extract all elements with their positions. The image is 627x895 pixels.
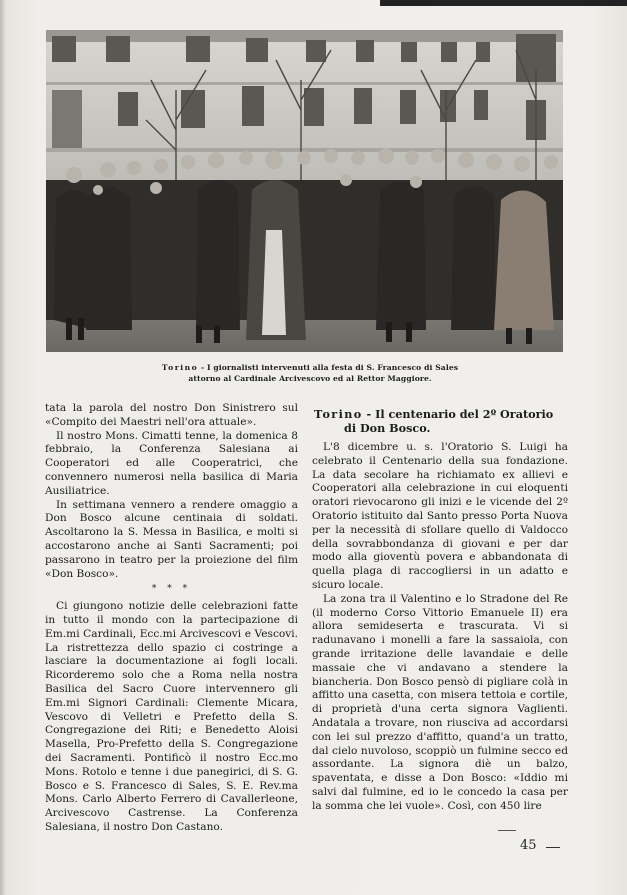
right-paragraph: La zona tra il Valentino e lo Stradone del Re (il moderno Corso Vittorio Emanuele II) era allora semideserta e trascurata. Vi si radunavano i monelli a fare la sassaiola, con grande irritazione delle lavandaie e delle massaie che vi andavano a stendere la biancheria. Don Bosco pensò di pigliare colà in affitto una casetta, con misera tettoia e cortile, di proprietà d'una certa signora Vaglienti. Andatala a trovare, non riusciva ad accordarsi con lei sul prezzo d'affitto, quand'a un tratto, dal cielo nuvoloso, scoppiò un fulmine secco ed assordante. La signora diè un balzo, spaventata, e disse a Don Bosco: «Iddio mi salvi dal fulmine, ed io le concedo la casa per la somma che lei vuole». Così, con 450 lire <box>312 592 568 812</box>
section-separator: * * * <box>151 584 192 595</box>
heading-title: - Il centenario del 2º Oratorio <box>362 407 554 421</box>
heading-place: Torino <box>314 407 363 421</box>
scan-edge-shadow <box>380 0 627 6</box>
page-number-dash <box>546 847 560 848</box>
left-paragraph: Ci giungono notizie delle celebrazioni fatte in tutto il mondo con la partecipazione di Em.mi Cardinali, Ecc.mi Arcivescovi e Vescovi. La ristrettezza dello spazio ci costringe a lasciare la documentazione ai fogli locali. Ricorderemo solo che a Roma nella nostra Basilica del Sacro Cuore intervennero gli Em.mi Signori Cardinali: Clemente Micara, Vescovo di Velletri e Prefetto della S. Congregazione dei Riti; e Benedetto Aloisi Masella, Pro-Prefetto della S. Congregazione dei Sacramenti. Pontificò il nostro Ecc.mo Mons. Rotolo e tenne i due panegirici, di S. G. Bosco e S. Francesco di Sales, S. E. Rev.ma Mons. Carlo Alberto Ferrero di Cavallerleone, Arcivescovo Castrense. La Conferenza Salesiana, il nostro Don Castano. <box>45 600 298 833</box>
caption-place: Torino <box>161 363 199 372</box>
left-paragraph: In settimana vennero a rendere omaggio a Don Bosco alcune centinaia di soldati. Ascoltarono la S. Messa in Basilica, e molti si accostarono anche ai Santi Sacramenti; poi passarono in teatro per la proiezione del film «Don Bosco». <box>45 498 298 580</box>
photo-caption <box>60 362 560 384</box>
caption-text-1: - I giornalisti intervenuti alla festa di S. Francesco di Sales <box>198 363 459 372</box>
print-mark <box>498 830 516 831</box>
left-paragraph: tata la parola del nostro Don Sinistrero sul «Compito dei Maestri nell'ora attuale». <box>45 402 298 428</box>
caption-line-1 <box>60 362 560 373</box>
heading-subtitle: di Don Bosco. <box>344 421 431 435</box>
article-heading <box>312 407 568 435</box>
left-column <box>45 402 298 835</box>
left-paragraph: Il nostro Mons. Cimatti tenne, la domenica 8 febbraio, la Conferenza Salesiana ai Cooperatori ed alle Cooperatrici, che convennero numerosi nella basilica di Maria Ausiliatrice. <box>45 429 298 497</box>
right-paragraph: L'8 dicembre u. s. l'Oratorio S. Luigi ha celebrato il Centenario della sua fondazione. La data secolare ha richiamato ex allievi e Cooperatori alla celebrazione in cui eloquenti oratori rievocarono gli inizi e le vicende del 2º Oratorio istituito dal Santo presso Porta Nuova per la necessità di sfollare quello di Valdocco della sovrabbondanza di giovani e per dar modo alla gioventù povera e abbandonata di quella plaga di raccogliersi in un adatto e sicuro locale. <box>312 441 568 591</box>
scan-left-edge <box>0 0 6 895</box>
caption-line-2: attorno al Cardinale Arcivescovo ed al Rettor Maggiore. <box>188 374 432 383</box>
group-photograph <box>46 30 563 352</box>
page-number: 45 <box>520 838 537 853</box>
right-column <box>312 402 568 814</box>
